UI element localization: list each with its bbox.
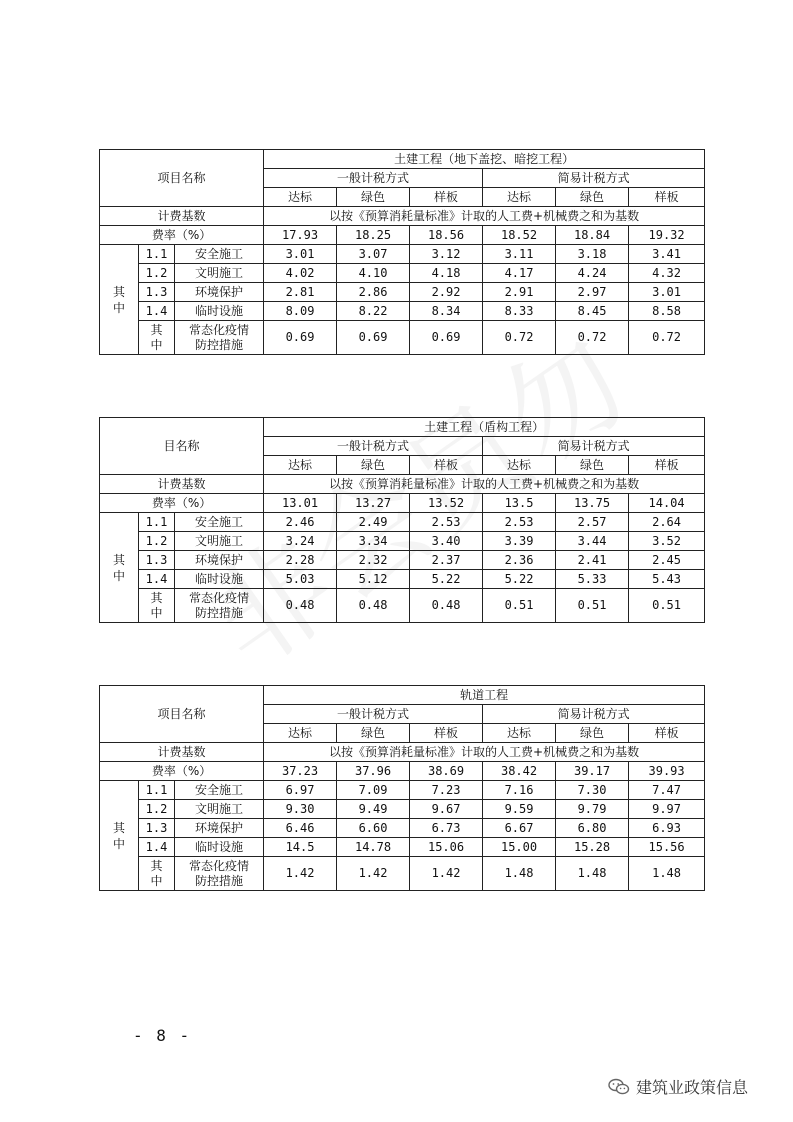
table-row (100, 819, 705, 838)
item-value: 2.92 (410, 283, 483, 302)
item-value: 2.28 (264, 551, 337, 570)
item-value: 4.02 (264, 264, 337, 283)
epidemic-value: 1.48 (629, 857, 705, 891)
item-name: 环境保护 (175, 551, 264, 570)
grade-header: 样板 (629, 724, 705, 743)
rate-value: 13.27 (337, 494, 410, 513)
item-name-header: 目名称 (100, 418, 264, 475)
item-value: 3.11 (483, 245, 556, 264)
rate-label: 费率（%） (100, 762, 264, 781)
item-value: 3.52 (629, 532, 705, 551)
among-label (100, 781, 139, 891)
rate-value: 14.04 (629, 494, 705, 513)
item-value: 14.5 (264, 838, 337, 857)
project-title: 轨道工程 (264, 686, 705, 705)
item-value: 3.01 (264, 245, 337, 264)
rate-row (100, 226, 705, 245)
item-name: 文明施工 (175, 264, 264, 283)
grade-header: 达标 (264, 188, 337, 207)
table-row (100, 264, 705, 283)
epidemic-value: 0.69 (337, 321, 410, 355)
fee-table-3 (99, 685, 704, 891)
item-value: 6.73 (410, 819, 483, 838)
item-value: 5.22 (483, 570, 556, 589)
item-value: 3.41 (629, 245, 705, 264)
item-value: 8.22 (337, 302, 410, 321)
brand-name: 建筑业政策信息 (636, 1078, 749, 1097)
item-value: 4.10 (337, 264, 410, 283)
item-value: 5.22 (410, 570, 483, 589)
item-value: 8.34 (410, 302, 483, 321)
item-code: 1.2 (139, 264, 175, 283)
table-row (100, 838, 705, 857)
item-value: 4.17 (483, 264, 556, 283)
item-value: 7.09 (337, 781, 410, 800)
item-value: 7.23 (410, 781, 483, 800)
rate-row (100, 494, 705, 513)
item-value: 8.58 (629, 302, 705, 321)
grade-header: 样板 (410, 724, 483, 743)
epidemic-row (100, 321, 705, 355)
item-value: 15.06 (410, 838, 483, 857)
item-value: 9.67 (410, 800, 483, 819)
item-value: 6.60 (337, 819, 410, 838)
table-row (100, 302, 705, 321)
item-code: 1.1 (139, 781, 175, 800)
item-value: 6.97 (264, 781, 337, 800)
simple-tax-header: 简易计税方式 (483, 437, 705, 456)
item-value: 6.93 (629, 819, 705, 838)
fee-table (99, 149, 705, 355)
project-title: 土建工程（盾构工程） (264, 418, 705, 437)
item-value: 5.33 (556, 570, 629, 589)
epidemic-value: 0.72 (483, 321, 556, 355)
item-value: 5.12 (337, 570, 410, 589)
among-char-2: 中 (112, 568, 125, 583)
rate-value: 38.42 (483, 762, 556, 781)
item-name: 安全施工 (175, 513, 264, 532)
among-label (100, 513, 139, 623)
grade-header: 达标 (483, 456, 556, 475)
general-tax-header: 一般计税方式 (264, 169, 483, 188)
base-label: 计费基数 (100, 743, 264, 762)
item-code: 1.4 (139, 570, 175, 589)
rate-value: 37.96 (337, 762, 410, 781)
item-value: 15.00 (483, 838, 556, 857)
rate-row (100, 762, 705, 781)
grade-header: 达标 (483, 188, 556, 207)
header-row (100, 686, 705, 705)
epidemic-label (175, 857, 264, 891)
item-value: 3.40 (410, 532, 483, 551)
item-code: 1.4 (139, 838, 175, 857)
table-row (100, 551, 705, 570)
rate-value: 13.75 (556, 494, 629, 513)
wechat-icon (608, 1078, 630, 1096)
project-title: 土建工程（地下盖挖、暗挖工程） (264, 150, 705, 169)
item-value: 6.46 (264, 819, 337, 838)
item-code: 1.3 (139, 551, 175, 570)
epidemic-value: 1.42 (337, 857, 410, 891)
item-name: 安全施工 (175, 781, 264, 800)
epidemic-label (175, 589, 264, 623)
grade-header: 样板 (629, 456, 705, 475)
general-tax-header: 一般计税方式 (264, 437, 483, 456)
item-value: 3.01 (629, 283, 705, 302)
epidemic-line-1: 常态化疫情 (189, 590, 250, 605)
epidemic-value: 1.48 (556, 857, 629, 891)
item-value: 3.12 (410, 245, 483, 264)
item-value: 2.64 (629, 513, 705, 532)
grade-header: 达标 (264, 724, 337, 743)
sub-among-char-2: 中 (150, 337, 163, 352)
simple-tax-header: 简易计税方式 (483, 169, 705, 188)
rate-value: 38.69 (410, 762, 483, 781)
table-row (100, 570, 705, 589)
item-value: 2.46 (264, 513, 337, 532)
grade-header: 绿色 (337, 456, 410, 475)
rate-value: 18.56 (410, 226, 483, 245)
epidemic-value: 0.51 (629, 589, 705, 623)
epidemic-value: 0.51 (483, 589, 556, 623)
item-value: 7.47 (629, 781, 705, 800)
epidemic-row (100, 857, 705, 891)
item-value: 5.03 (264, 570, 337, 589)
rate-value: 13.52 (410, 494, 483, 513)
table-row (100, 245, 705, 264)
item-name: 临时设施 (175, 302, 264, 321)
among-char-1: 其 (112, 552, 125, 567)
rate-value: 18.52 (483, 226, 556, 245)
epidemic-line-2: 防控措施 (195, 605, 244, 620)
epidemic-value: 0.69 (410, 321, 483, 355)
epidemic-value: 1.42 (410, 857, 483, 891)
item-value: 7.30 (556, 781, 629, 800)
item-value: 9.59 (483, 800, 556, 819)
item-name: 安全施工 (175, 245, 264, 264)
fee-table-1 (99, 149, 704, 355)
base-label: 计费基数 (100, 475, 264, 494)
among-label (100, 245, 139, 355)
item-name: 临时设施 (175, 570, 264, 589)
item-value: 9.49 (337, 800, 410, 819)
item-value: 2.91 (483, 283, 556, 302)
item-code: 1.1 (139, 245, 175, 264)
item-value: 15.28 (556, 838, 629, 857)
grade-header: 样板 (410, 188, 483, 207)
sub-among-char-1: 其 (150, 858, 163, 873)
epidemic-value: 0.48 (264, 589, 337, 623)
among-char-2: 中 (112, 836, 125, 851)
epidemic-value: 0.72 (629, 321, 705, 355)
epidemic-value: 1.42 (264, 857, 337, 891)
item-value: 2.86 (337, 283, 410, 302)
item-value: 9.79 (556, 800, 629, 819)
grade-header: 达标 (483, 724, 556, 743)
sub-among-char-2: 中 (150, 873, 163, 888)
grade-header: 达标 (264, 456, 337, 475)
item-value: 9.30 (264, 800, 337, 819)
among-char-1: 其 (112, 820, 125, 835)
item-value: 5.43 (629, 570, 705, 589)
base-value: 以按《预算消耗量标准》计取的人工费+机械费之和为基数 (264, 743, 705, 762)
item-value: 8.33 (483, 302, 556, 321)
item-value: 15.56 (629, 838, 705, 857)
item-value: 3.07 (337, 245, 410, 264)
rate-value: 18.84 (556, 226, 629, 245)
base-row (100, 743, 705, 762)
table-row (100, 283, 705, 302)
item-value: 3.44 (556, 532, 629, 551)
sub-among-label (139, 321, 175, 355)
fee-table-2 (99, 417, 704, 623)
item-value: 4.24 (556, 264, 629, 283)
rate-value: 13.01 (264, 494, 337, 513)
sub-among-char-1: 其 (150, 590, 163, 605)
epidemic-value: 1.48 (483, 857, 556, 891)
grade-header: 绿色 (337, 724, 410, 743)
header-row (100, 150, 705, 169)
grade-header: 绿色 (556, 456, 629, 475)
item-name: 环境保护 (175, 819, 264, 838)
epidemic-value: 0.48 (410, 589, 483, 623)
grade-header: 绿色 (556, 188, 629, 207)
grade-header: 绿色 (556, 724, 629, 743)
item-value: 7.16 (483, 781, 556, 800)
item-value: 3.18 (556, 245, 629, 264)
table-row (100, 532, 705, 551)
table-row (100, 513, 705, 532)
item-value: 6.67 (483, 819, 556, 838)
rate-value: 19.32 (629, 226, 705, 245)
item-value: 3.34 (337, 532, 410, 551)
item-code: 1.3 (139, 819, 175, 838)
item-value: 8.45 (556, 302, 629, 321)
epidemic-value: 0.72 (556, 321, 629, 355)
item-value: 4.18 (410, 264, 483, 283)
rate-value: 13.5 (483, 494, 556, 513)
epidemic-row (100, 589, 705, 623)
rate-value: 17.93 (264, 226, 337, 245)
rate-label: 费率（%） (100, 226, 264, 245)
epidemic-value: 0.48 (337, 589, 410, 623)
base-label: 计费基数 (100, 207, 264, 226)
item-value: 2.57 (556, 513, 629, 532)
base-value: 以按《预算消耗量标准》计取的人工费+机械费之和为基数 (264, 475, 705, 494)
base-value: 以按《预算消耗量标准》计取的人工费+机械费之和为基数 (264, 207, 705, 226)
fee-table (99, 417, 705, 623)
epidemic-line-2: 防控措施 (195, 873, 244, 888)
item-value: 2.53 (410, 513, 483, 532)
epidemic-line-2: 防控措施 (195, 337, 244, 352)
among-char-1: 其 (112, 284, 125, 299)
epidemic-line-1: 常态化疫情 (189, 858, 250, 873)
item-value: 3.24 (264, 532, 337, 551)
item-value: 2.81 (264, 283, 337, 302)
rate-value: 39.93 (629, 762, 705, 781)
item-value: 2.45 (629, 551, 705, 570)
item-name: 文明施工 (175, 800, 264, 819)
item-name: 临时设施 (175, 838, 264, 857)
epidemic-value: 0.69 (264, 321, 337, 355)
epidemic-value: 0.51 (556, 589, 629, 623)
base-row (100, 207, 705, 226)
item-name: 环境保护 (175, 283, 264, 302)
grade-header: 绿色 (337, 188, 410, 207)
item-code: 1.2 (139, 532, 175, 551)
sub-among-char-2: 中 (150, 605, 163, 620)
epidemic-line-1: 常态化疫情 (189, 322, 250, 337)
item-name: 文明施工 (175, 532, 264, 551)
sub-among-char-1: 其 (150, 322, 163, 337)
among-char-2: 中 (112, 300, 125, 315)
item-code: 1.3 (139, 283, 175, 302)
item-value: 3.39 (483, 532, 556, 551)
base-row (100, 475, 705, 494)
item-value: 2.97 (556, 283, 629, 302)
header-row (100, 418, 705, 437)
item-code: 1.1 (139, 513, 175, 532)
item-value: 2.49 (337, 513, 410, 532)
grade-header: 样板 (629, 188, 705, 207)
page-number: - 8 - (133, 1026, 192, 1045)
fee-table (99, 685, 705, 891)
item-value: 9.97 (629, 800, 705, 819)
general-tax-header: 一般计税方式 (264, 705, 483, 724)
item-code: 1.2 (139, 800, 175, 819)
item-name-header: 项目名称 (100, 150, 264, 207)
footer-brand (608, 1075, 748, 1098)
item-name-header: 项目名称 (100, 686, 264, 743)
item-value: 4.32 (629, 264, 705, 283)
rate-value: 18.25 (337, 226, 410, 245)
item-value: 2.37 (410, 551, 483, 570)
epidemic-label (175, 321, 264, 355)
grade-header: 样板 (410, 456, 483, 475)
rate-value: 39.17 (556, 762, 629, 781)
item-value: 2.41 (556, 551, 629, 570)
simple-tax-header: 简易计税方式 (483, 705, 705, 724)
item-value: 2.32 (337, 551, 410, 570)
item-value: 2.36 (483, 551, 556, 570)
table-row (100, 781, 705, 800)
table-row (100, 800, 705, 819)
rate-label: 费率（%） (100, 494, 264, 513)
rate-value: 37.23 (264, 762, 337, 781)
sub-among-label (139, 857, 175, 891)
item-value: 8.09 (264, 302, 337, 321)
item-value: 14.78 (337, 838, 410, 857)
item-code: 1.4 (139, 302, 175, 321)
item-value: 6.80 (556, 819, 629, 838)
item-value: 2.53 (483, 513, 556, 532)
sub-among-label (139, 589, 175, 623)
